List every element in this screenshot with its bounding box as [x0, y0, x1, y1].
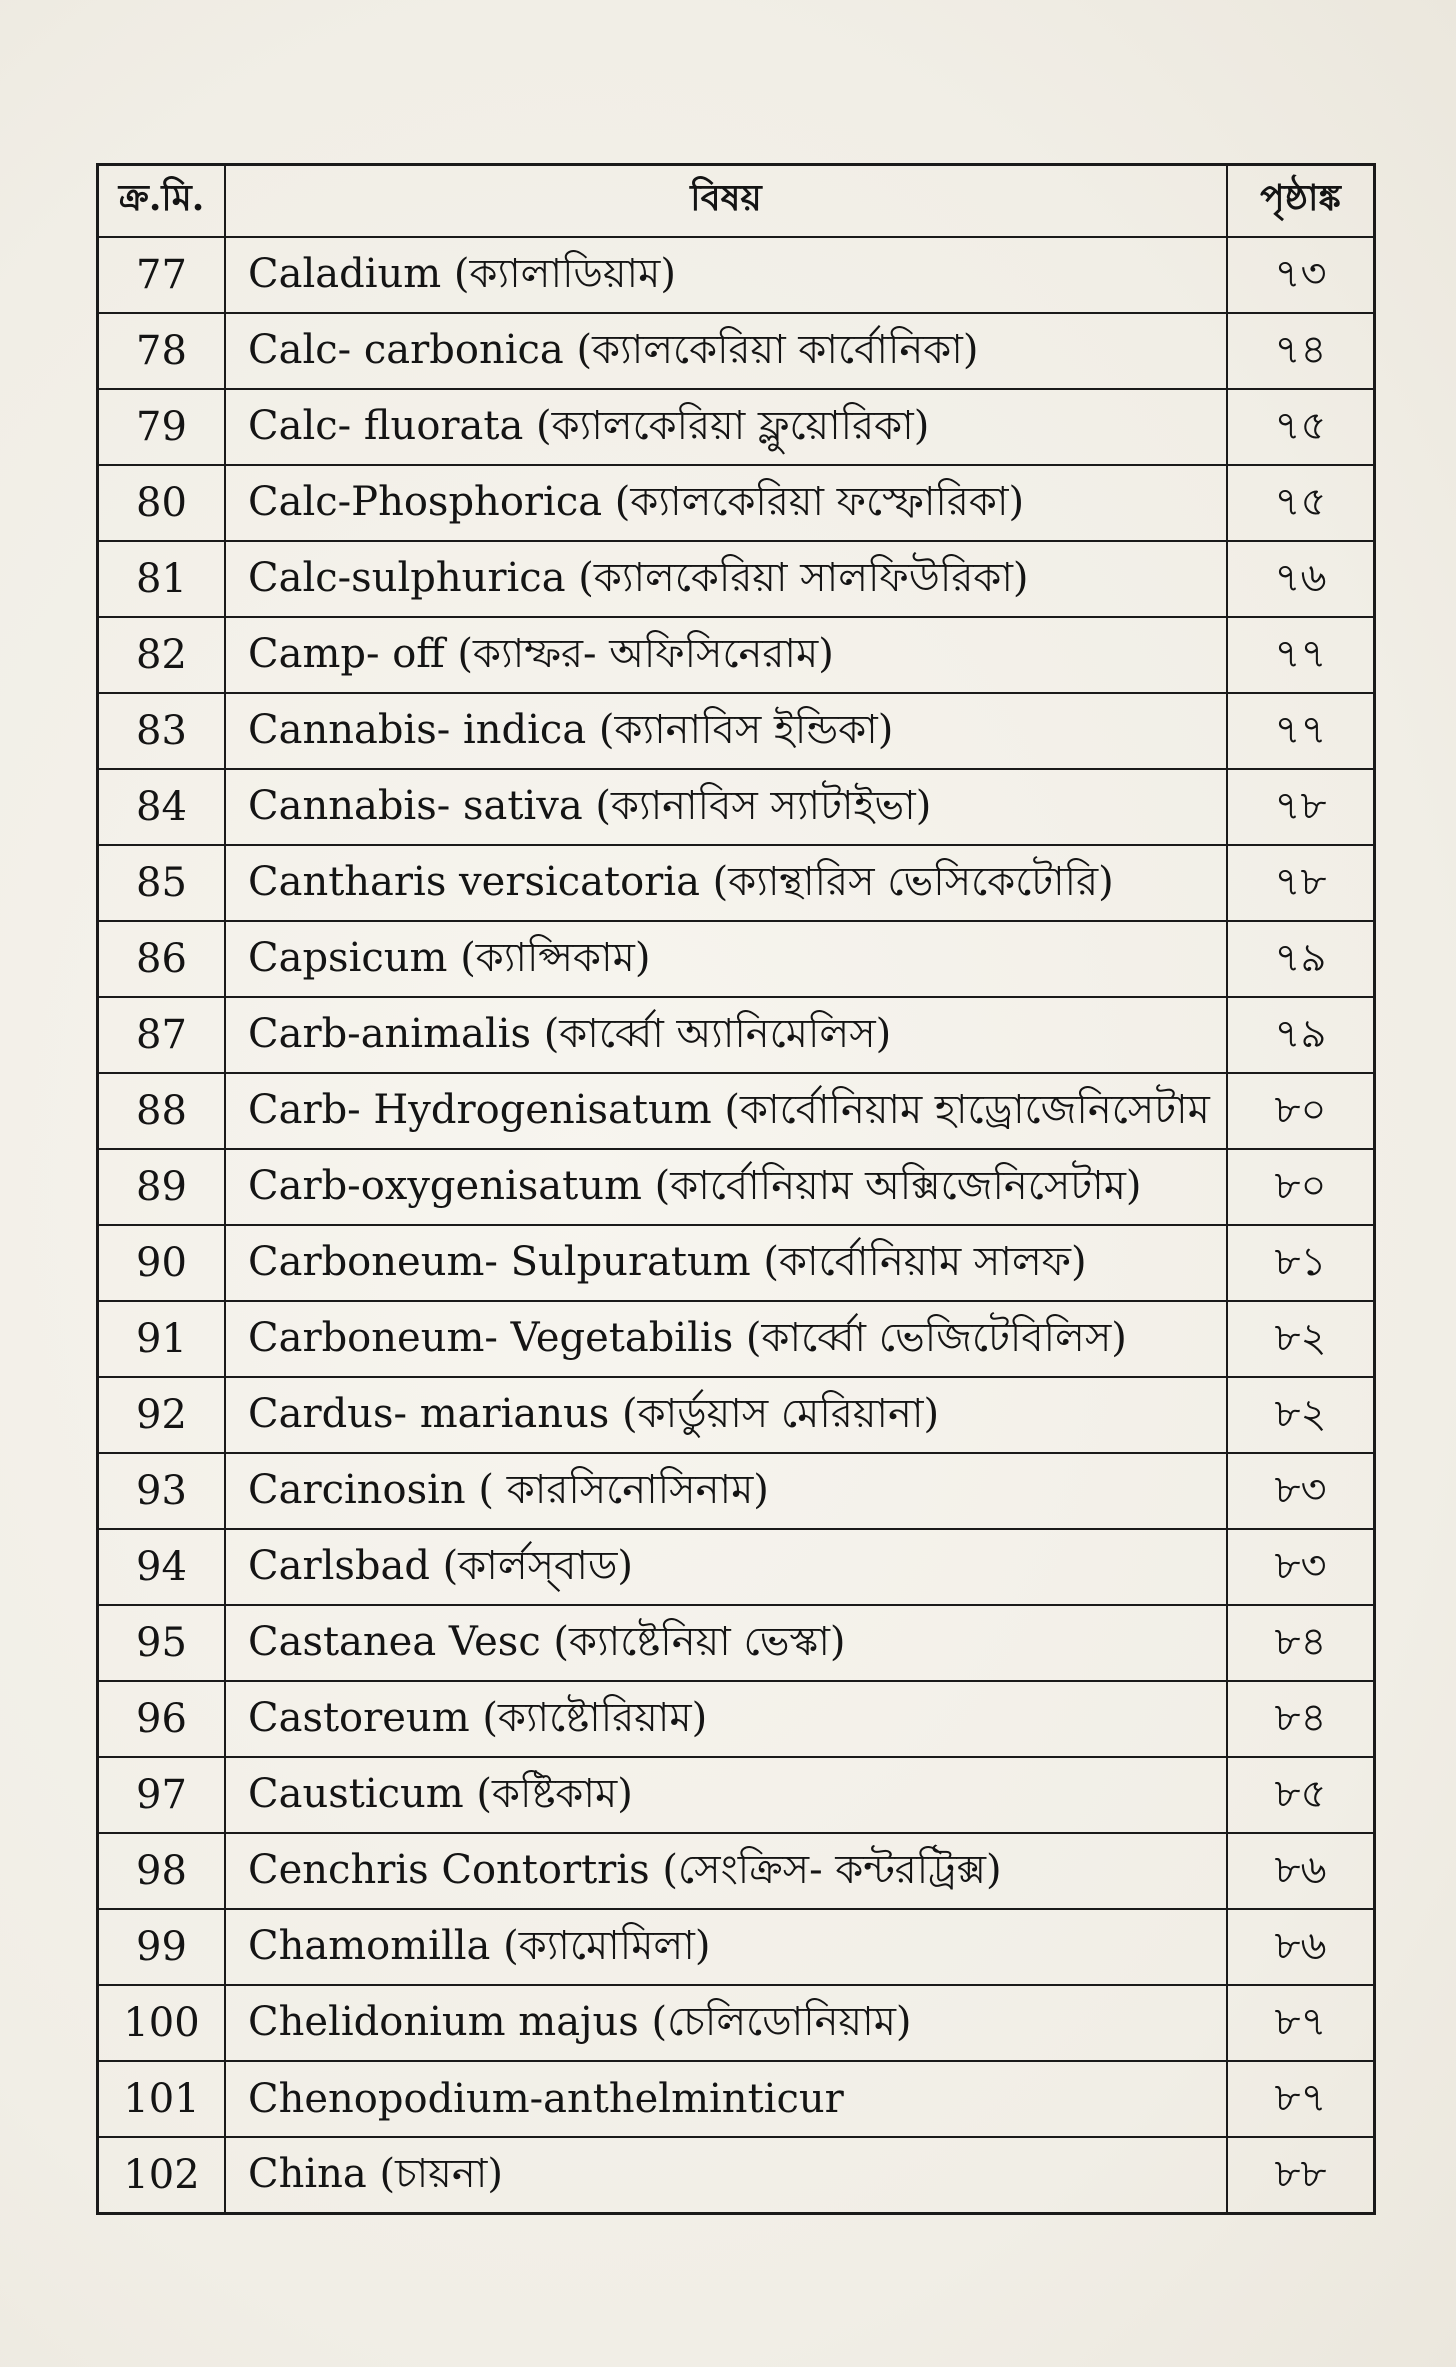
table-row [98, 1757, 1375, 1833]
page-number-cell: ৭৩ [1227, 237, 1375, 313]
table-body [98, 237, 1375, 2214]
serial-cell: 88 [98, 1073, 226, 1149]
page-number-cell: ৭৫ [1227, 465, 1375, 541]
table-row [98, 1605, 1375, 1681]
serial-cell: 85 [98, 845, 226, 921]
table-row [98, 845, 1375, 921]
serial-cell: 100 [98, 1985, 226, 2061]
subject-cell: Cenchris Contortris (সেংক্রিস- কন্টরট্রিক্স) [225, 1833, 1227, 1909]
serial-cell: 81 [98, 541, 226, 617]
subject-cell: Capsicum (ক্যাপ্সিকাম) [225, 921, 1227, 997]
subject-cell: Carboneum- Vegetabilis (কার্ব্বো ভেজিটেবিলিস) [225, 1301, 1227, 1377]
page-header: পৃষ্ঠাঙ্ক [1227, 165, 1375, 238]
page-number-cell: ৮১ [1227, 1225, 1375, 1301]
serial-cell: 78 [98, 313, 226, 389]
page-number-cell: ৮৩ [1227, 1529, 1375, 1605]
table-row [98, 237, 1375, 313]
page-number-cell: ৭৭ [1227, 693, 1375, 769]
subject-cell: Calc-sulphurica (ক্যালকেরিয়া সালফিউরিকা) [225, 541, 1227, 617]
subject-cell: Carcinosin ( কারসিনোসিনাম) [225, 1453, 1227, 1529]
page-number-cell: ৮৬ [1227, 1833, 1375, 1909]
page-number-cell: ৮২ [1227, 1301, 1375, 1377]
subject-cell: Cannabis- indica (ক্যানাবিস ইন্ডিকা) [225, 693, 1227, 769]
subject-cell: Carb-oxygenisatum (কার্বোনিয়াম অক্সিজেনিসেটাম) [225, 1149, 1227, 1225]
page-number-cell: ৮৫ [1227, 1757, 1375, 1833]
table-row [98, 769, 1375, 845]
page-number-cell: ৭৯ [1227, 921, 1375, 997]
page-number-cell: ৮৮ [1227, 2137, 1375, 2214]
serial-cell: 82 [98, 617, 226, 693]
subject-cell: Chamomilla (ক্যামোমিলা) [225, 1909, 1227, 1985]
serial-cell: 93 [98, 1453, 226, 1529]
table-row [98, 1073, 1375, 1149]
serial-cell: 84 [98, 769, 226, 845]
serial-cell: 77 [98, 237, 226, 313]
table-row [98, 1377, 1375, 1453]
subject-cell: Calc- fluorata (ক্যালকেরিয়া ফ্লুয়োরিকা) [225, 389, 1227, 465]
page-number-cell: ৭৮ [1227, 769, 1375, 845]
page-number-cell: ৮৩ [1227, 1453, 1375, 1529]
subject-cell: Carlsbad (কার্লস্‌বাড) [225, 1529, 1227, 1605]
table-row [98, 1909, 1375, 1985]
serial-cell: 80 [98, 465, 226, 541]
subject-cell: Calc- carbonica (ক্যালকেরিয়া কার্বোনিকা) [225, 313, 1227, 389]
serial-cell: 89 [98, 1149, 226, 1225]
serial-cell: 86 [98, 921, 226, 997]
table-row [98, 1681, 1375, 1757]
subject-cell: Causticum (কষ্টিকাম) [225, 1757, 1227, 1833]
table-row [98, 389, 1375, 465]
table-row [98, 541, 1375, 617]
page-number-cell: ৭৯ [1227, 997, 1375, 1073]
subject-cell: Caladium (ক্যালাডিয়াম) [225, 237, 1227, 313]
page-number-cell: ৮০ [1227, 1149, 1375, 1225]
page-number-cell: ৮৭ [1227, 2061, 1375, 2137]
table-row [98, 997, 1375, 1073]
page-number-cell: ৮৬ [1227, 1909, 1375, 1985]
page-number-cell: ৭৬ [1227, 541, 1375, 617]
page-number-cell: ৭৮ [1227, 845, 1375, 921]
serial-cell: 98 [98, 1833, 226, 1909]
table-row [98, 1301, 1375, 1377]
subject-cell: Cardus- marianus (কার্ডুয়াস মেরিয়ানা) [225, 1377, 1227, 1453]
serial-cell: 97 [98, 1757, 226, 1833]
subject-cell: Castoreum (ক্যাষ্টোরিয়াম) [225, 1681, 1227, 1757]
table-row [98, 2137, 1375, 2214]
table-row [98, 465, 1375, 541]
serial-cell: 79 [98, 389, 226, 465]
table-row [98, 1985, 1375, 2061]
table-row [98, 1225, 1375, 1301]
serial-cell: 92 [98, 1377, 226, 1453]
header-row [98, 165, 1375, 238]
table-row [98, 1529, 1375, 1605]
table-row [98, 1149, 1375, 1225]
serial-cell: 83 [98, 693, 226, 769]
page-number-cell: ৮৪ [1227, 1605, 1375, 1681]
page-number-cell: ৮০ [1227, 1073, 1375, 1149]
table-row [98, 1833, 1375, 1909]
serial-cell: 101 [98, 2061, 226, 2137]
page-number-cell: ৮৭ [1227, 1985, 1375, 2061]
serial-cell: 96 [98, 1681, 226, 1757]
page-number-cell: ৭৭ [1227, 617, 1375, 693]
index-table [96, 163, 1376, 2215]
serial-cell: 99 [98, 1909, 226, 1985]
subject-cell: Chelidonium majus (চেলিডোনিয়াম) [225, 1985, 1227, 2061]
serial-cell: 94 [98, 1529, 226, 1605]
subject-cell: Cannabis- sativa (ক্যানাবিস স্যাটাইভা) [225, 769, 1227, 845]
serial-cell: 91 [98, 1301, 226, 1377]
table-row [98, 693, 1375, 769]
subject-cell: Camp- off (ক্যাম্ফর- অফিসিনেরাম) [225, 617, 1227, 693]
serial-header: ক্র.মি. [98, 165, 226, 238]
table-row [98, 2061, 1375, 2137]
serial-cell: 95 [98, 1605, 226, 1681]
table-row [98, 1453, 1375, 1529]
page-number-cell: ৭৪ [1227, 313, 1375, 389]
page-number-cell: ৮৪ [1227, 1681, 1375, 1757]
subject-cell: Carb-animalis (কার্ব্বো অ্যানিমেলিস) [225, 997, 1227, 1073]
subject-cell: Carb- Hydrogenisatum (কার্বোনিয়াম হাড্রোজেনিসেটাম [225, 1073, 1227, 1149]
serial-cell: 102 [98, 2137, 226, 2214]
page-number-cell: ৮২ [1227, 1377, 1375, 1453]
subject-cell: Castanea Vesc (ক্যাষ্টেনিয়া ভেস্কা) [225, 1605, 1227, 1681]
subject-cell: Carboneum- Sulpuratum (কার্বোনিয়াম সালফ) [225, 1225, 1227, 1301]
table-row [98, 313, 1375, 389]
page-number-cell: ৭৫ [1227, 389, 1375, 465]
subject-cell: Chenopodium-anthelminticur [225, 2061, 1227, 2137]
subject-cell: Cantharis versicatoria (ক্যান্থারিস ভেসিকেটোরি) [225, 845, 1227, 921]
subject-cell: China (চায়না) [225, 2137, 1227, 2214]
table-row [98, 921, 1375, 997]
table-row [98, 617, 1375, 693]
subject-header: বিষয় [225, 165, 1227, 238]
serial-cell: 87 [98, 997, 226, 1073]
subject-cell: Calc-Phosphorica (ক্যালকেরিয়া ফস্ফোরিকা) [225, 465, 1227, 541]
serial-cell: 90 [98, 1225, 226, 1301]
